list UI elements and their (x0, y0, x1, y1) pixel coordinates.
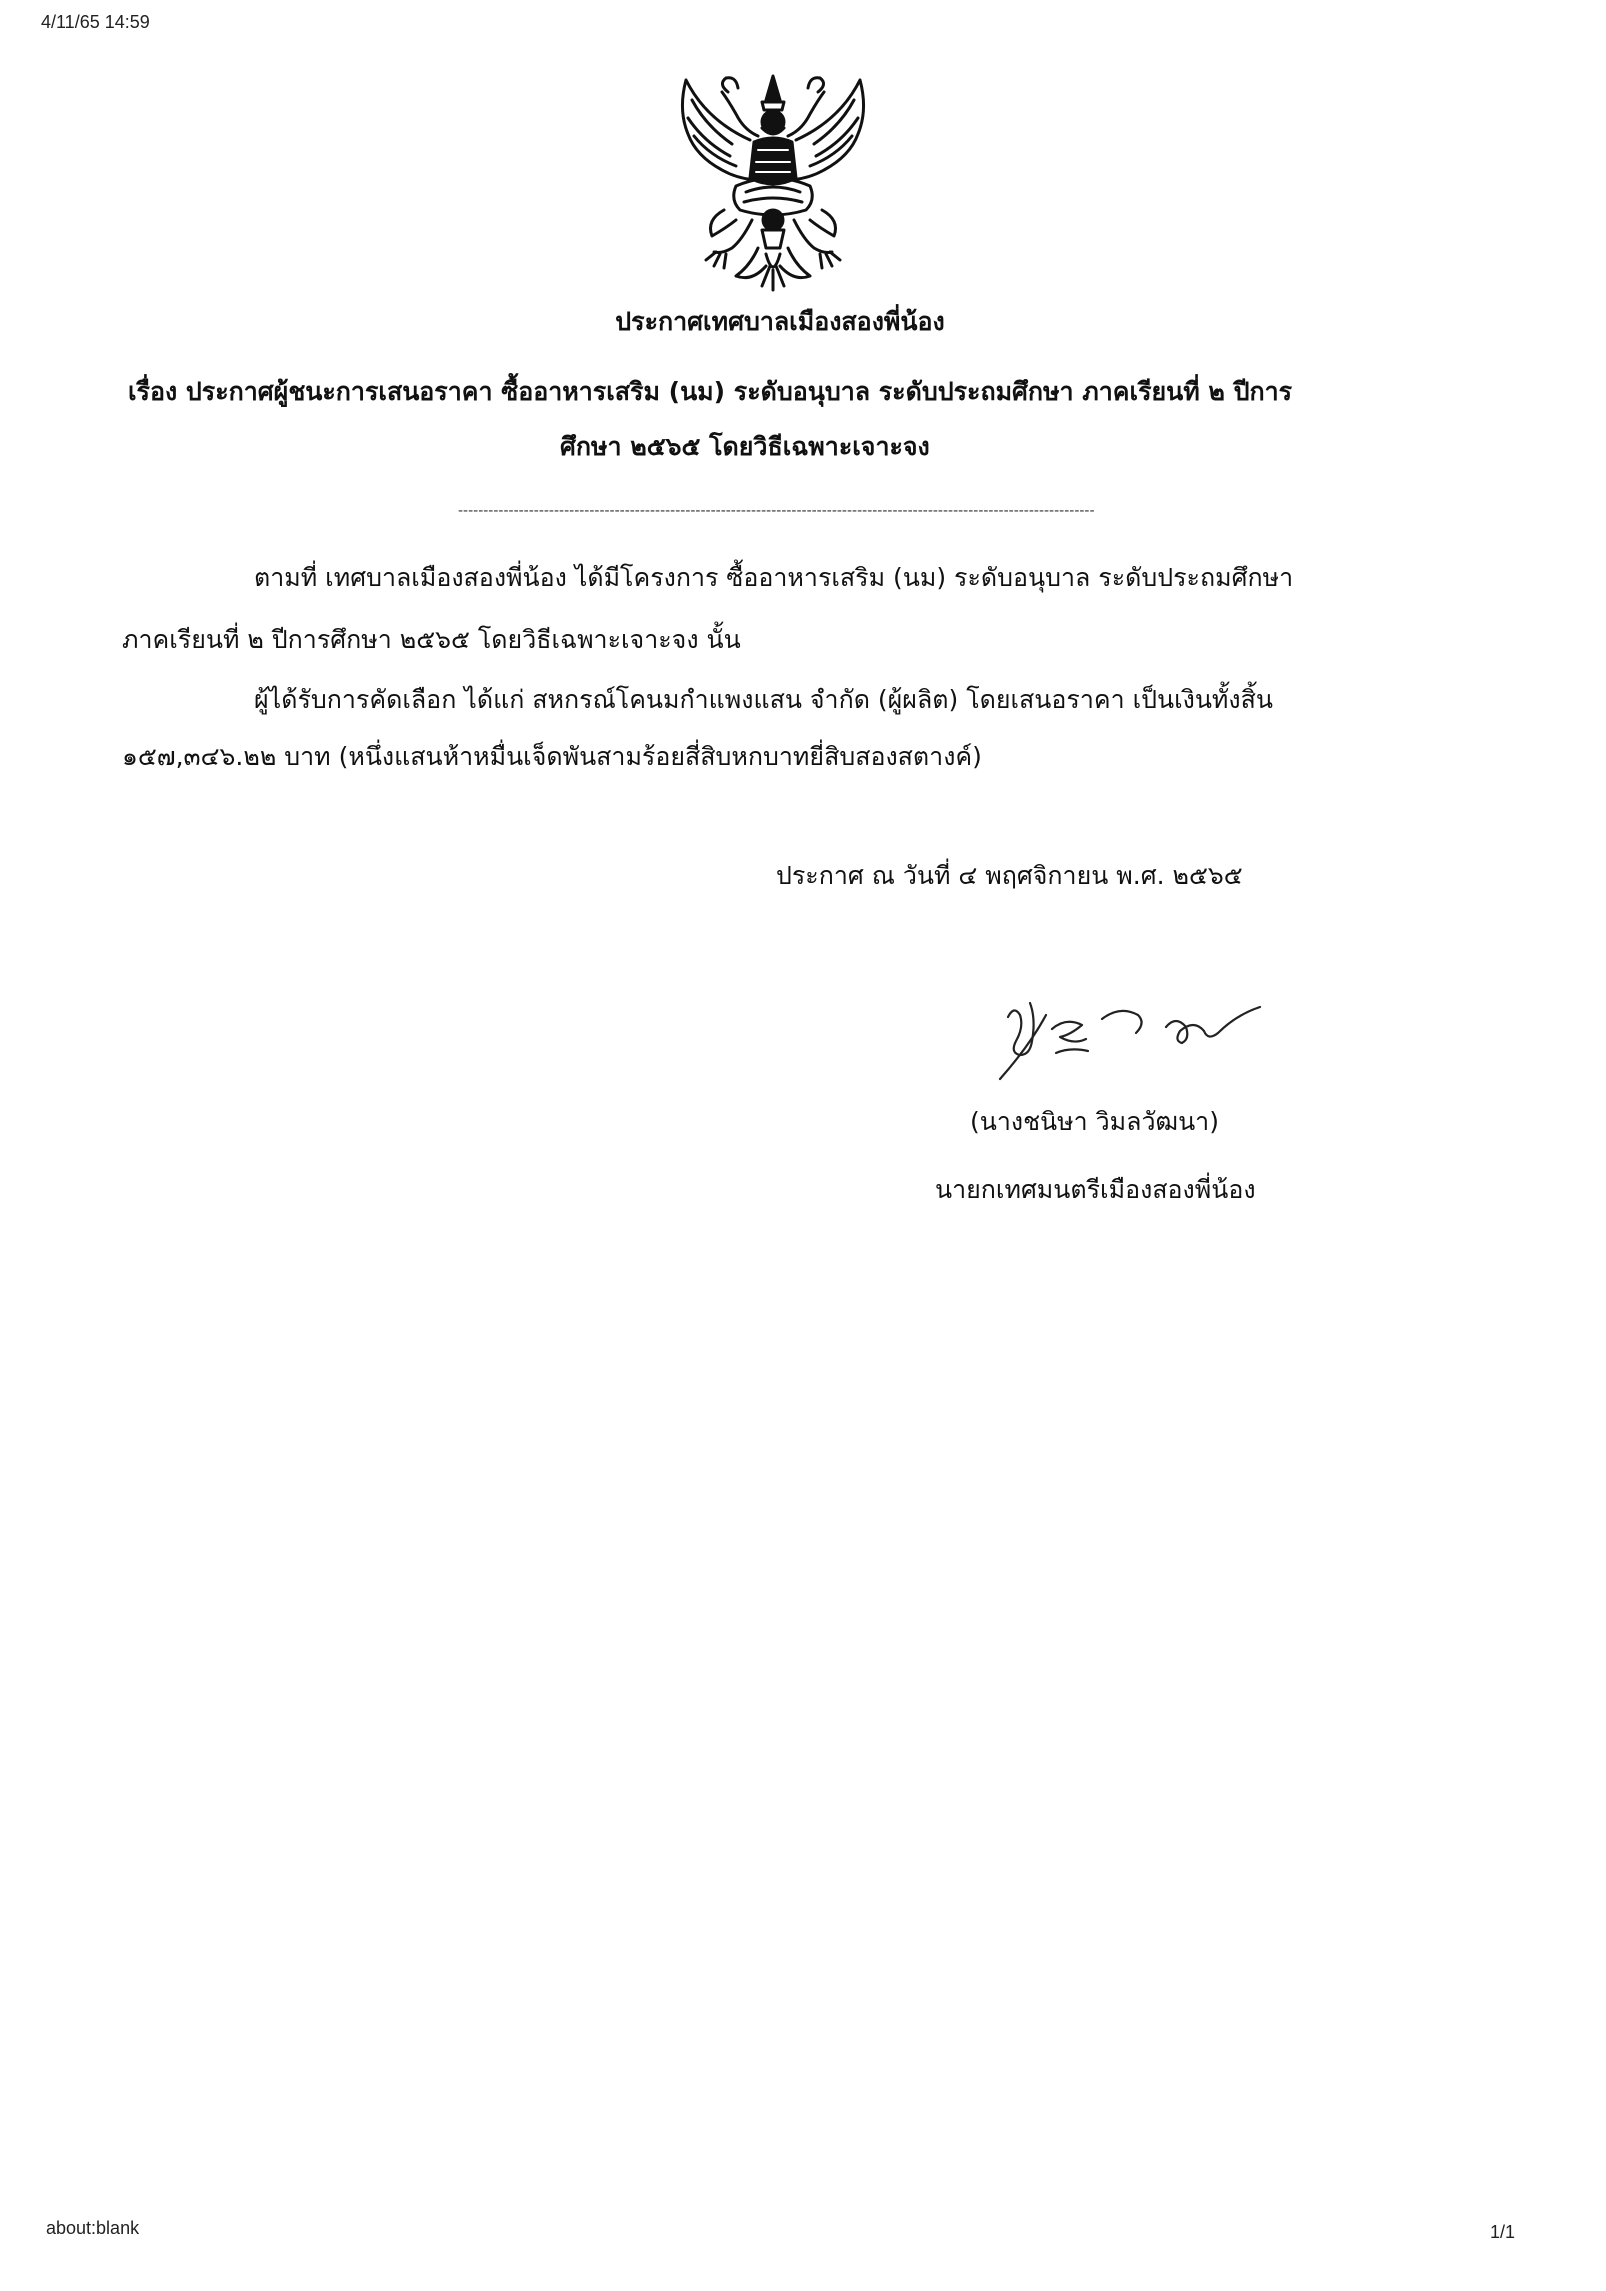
print-footer-page-number: 1/1 (1490, 2222, 1516, 2242)
signer-title: นายกเทศมนตรีเมืองสองพี่น้อง (935, 1175, 1256, 1204)
paragraph-2-line-1: ผู้ได้รับการคัดเลือก ได้แก่ สหกรณ์โคนมกำแพงแสน จำกัด (ผู้ผลิต) โดยเสนอราคา เป็นเงินทั้งสิ้น (254, 685, 1273, 714)
paragraph-1-line-2: ภาคเรียนที่ ๒ ปีการศึกษา ๒๕๖๕ โดยวิธีเฉพาะเจาะจง นั้น (122, 625, 741, 654)
document-subject-line-1: เรื่อง ประกาศผู้ชนะการเสนอราคา ซื้ออาหารเสริม (นม) ระดับอนุบาล ระดับประถมศึกษา ภาคเรียนที่ ๒ ปีการ (128, 377, 1293, 406)
document-title: ประกาศเทศบาลเมืองสองพี่น้อง (615, 307, 945, 336)
paragraph-2-line-2: ๑๕๗,๓๔๖.๒๒ บาท (หนึ่งแสนห้าหมื่นเจ็ดพันสามร้อยสี่สิบหกบาทยี่สิบสองสตางค์) (122, 742, 982, 771)
print-footer-url: about:blank (46, 2218, 140, 2238)
announcement-date: ประกาศ ณ วันที่ ๔ พฤศจิกายน พ.ศ. ๒๕๖๕ (776, 861, 1243, 890)
divider-line: ------------------------------------------------------------------------------------------------------------------------------ (458, 503, 1095, 519)
print-timestamp: 4/11/65 14:59 (41, 12, 150, 32)
garuda-emblem-icon (666, 70, 880, 292)
paragraph-1-line-1: ตามที่ เทศบาลเมืองสองพี่น้อง ได้มีโครงการ ซื้ออาหารเสริม (นม) ระดับอนุบาล ระดับประถมศึกษา (254, 563, 1294, 592)
handwritten-signature-icon (990, 975, 1290, 1095)
signer-name: (นางชนิษา วิมลวัฒนา) (970, 1107, 1219, 1136)
document-subject-line-2: ศึกษา ๒๕๖๕ โดยวิธีเฉพาะเจาะจง (560, 432, 930, 461)
